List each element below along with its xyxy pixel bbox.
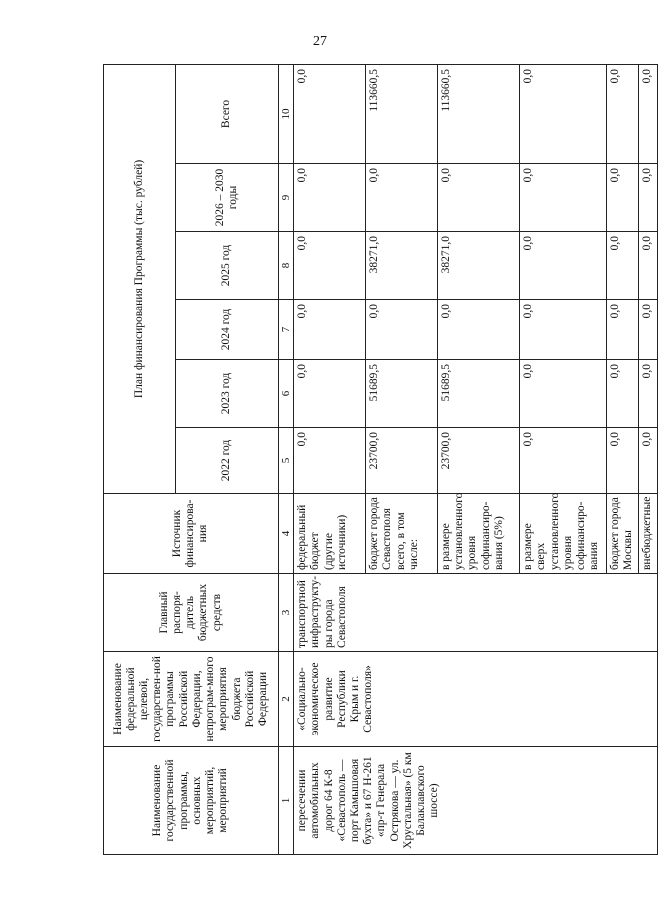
value-cell: 0,0 — [294, 64, 366, 163]
value-cell: 0,0 — [639, 164, 658, 232]
column-number: 3 — [278, 574, 293, 652]
value-cell: 113660,5 — [438, 64, 520, 163]
value-cell: 0,0 — [606, 300, 638, 360]
federal-program-cell: «Социально-экономическое развитие Республики Крым и г. Севастополя» — [294, 652, 658, 747]
value-cell: 0,0 — [438, 164, 520, 232]
value-cell: 23700,0 — [366, 428, 438, 494]
value-cell: 51689,5 — [438, 360, 520, 428]
column-number: 4 — [278, 494, 293, 574]
header-year-2024: 2024 год — [175, 300, 278, 360]
header-total: Всего — [175, 64, 278, 163]
header-year-2023: 2023 год — [175, 360, 278, 428]
column-number: 8 — [278, 232, 293, 300]
source-cell: в размере установленного уровня софинансиро-вания (5%) — [438, 494, 520, 574]
rotated-table-wrapper — [103, 65, 658, 855]
header-year-2022: 2022 год — [175, 428, 278, 494]
page-number: 27 — [313, 34, 327, 49]
manager-cell: транспортной инфраструкту-ры города Севастополя — [294, 574, 658, 652]
value-cell: 0,0 — [366, 164, 438, 232]
value-cell: 0,0 — [606, 428, 638, 494]
column-number: 6 — [278, 360, 293, 428]
value-cell: 0,0 — [639, 428, 658, 494]
value-cell: 0,0 — [294, 428, 366, 494]
value-cell: 0,0 — [606, 164, 638, 232]
header-year-2025: 2025 год — [175, 232, 278, 300]
column-number: 9 — [278, 164, 293, 232]
column-number: 5 — [278, 428, 293, 494]
header-year-2026-2030: 2026 – 2030 годы — [175, 164, 278, 232]
column-number: 10 — [278, 64, 293, 163]
value-cell: 0,0 — [639, 360, 658, 428]
value-cell: 0,0 — [639, 232, 658, 300]
financing-table — [103, 64, 658, 855]
value-cell: 51689,5 — [366, 360, 438, 428]
value-cell: 0,0 — [639, 300, 658, 360]
column-number: 2 — [278, 652, 293, 747]
value-cell: 0,0 — [520, 360, 607, 428]
value-cell: 0,0 — [606, 64, 638, 163]
value-cell: 0,0 — [520, 300, 607, 360]
value-cell: 0,0 — [366, 300, 438, 360]
value-cell: 0,0 — [294, 300, 366, 360]
source-cell: бюджет города Москвы — [606, 494, 638, 574]
header-source: Источник финансирова-ния — [104, 494, 279, 574]
value-cell: 0,0 — [294, 232, 366, 300]
header-manager: Главный распоря-дитель бюджетных средств — [104, 574, 279, 652]
column-number: 1 — [278, 747, 293, 855]
value-cell: 0,0 — [520, 428, 607, 494]
source-cell: федеральный бюджет (другие источники) — [294, 494, 366, 574]
value-cell: 23700,0 — [438, 428, 520, 494]
value-cell: 0,0 — [520, 232, 607, 300]
header-federal-program: Наименование федеральной целевой, государствен-ной программы Российской Федерации, непрограм-много мероприятия бюджета Российской Федерации — [104, 652, 279, 747]
program-name-cell: пересечении автомобильных дорог 64 К-8 «Севастополь — порт Камышовая бухта» и 67 Н-261 «пр-т Генерала Острякова — ул. Хрустальная» (5 км Балаклавского шоссе) — [294, 747, 658, 855]
value-cell: 0,0 — [520, 164, 607, 232]
value-cell: 0,0 — [520, 64, 607, 163]
header-plan: План финансирования Программы (тыс. рублей) — [104, 64, 176, 493]
value-cell: 113660,5 — [366, 64, 438, 163]
value-cell: 0,0 — [294, 164, 366, 232]
value-cell: 38271,0 — [438, 232, 520, 300]
header-program: Наименование государственной программы, основных мероприятий, мероприятий — [104, 747, 279, 855]
source-cell: бюджет города Севастополя всего, в том числе: — [366, 494, 438, 574]
source-cell: в размере сверх установленного уровня софинансиро-вания — [520, 494, 607, 574]
value-cell: 0,0 — [438, 300, 520, 360]
value-cell: 0,0 — [606, 232, 638, 300]
column-number: 7 — [278, 300, 293, 360]
value-cell: 0,0 — [606, 360, 638, 428]
value-cell: 0,0 — [294, 360, 366, 428]
value-cell: 38271,0 — [366, 232, 438, 300]
value-cell: 0,0 — [639, 64, 658, 163]
source-cell: внебюджетные — [639, 494, 658, 574]
